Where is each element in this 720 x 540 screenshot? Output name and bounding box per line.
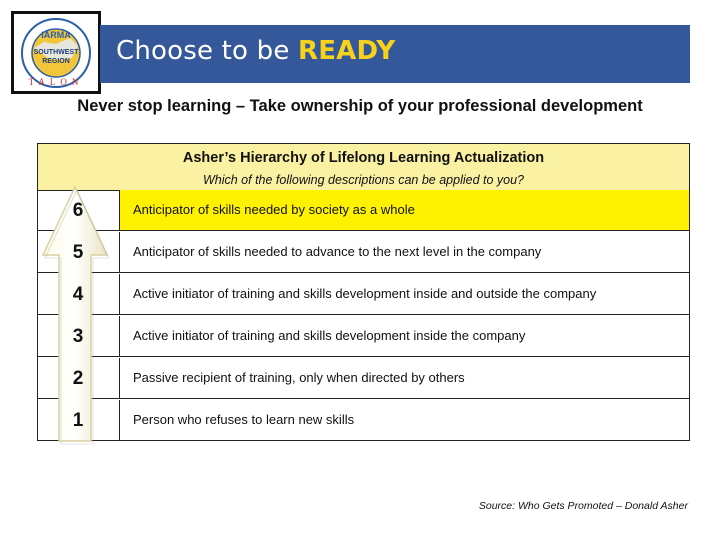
row-description: Anticipator of skills needed by society as a whole — [133, 202, 415, 217]
description-cell — [120, 400, 689, 441]
row-description: Passive recipient of training, only when directed by others — [133, 370, 465, 385]
logo-ring-text: TALON — [28, 77, 84, 87]
row-description: Person who refuses to learn new skills — [133, 412, 355, 427]
logo-line1: SOUTHWEST — [33, 49, 79, 56]
description-cell — [120, 190, 689, 230]
row-level: 5 — [72, 242, 84, 263]
title-prefix: Choose to be — [116, 36, 298, 66]
table-header — [38, 144, 689, 191]
talon-logo-icon — [14, 14, 98, 91]
description-cell — [120, 274, 689, 314]
row-level: 2 — [72, 368, 84, 389]
logo-top-text: IARMA — [41, 30, 71, 40]
hierarchy-table — [37, 143, 690, 441]
table-row — [38, 316, 689, 357]
row-description: Active initiator of training and skills development inside and outside the company — [133, 286, 597, 301]
subtitle: Never stop learning – Take ownership of your professional development — [77, 97, 643, 115]
table-title: Asher’s Hierarchy of Lifelong Learning Actualization — [182, 150, 545, 166]
table-subtitle: Which of the following descriptions can be applied to you? — [202, 173, 525, 187]
description-cell — [120, 316, 689, 356]
logo — [11, 11, 101, 94]
row-level: 3 — [72, 326, 84, 347]
table-row — [38, 274, 689, 315]
row-level: 6 — [72, 200, 84, 221]
description-cell — [120, 358, 689, 398]
table-row — [38, 358, 689, 399]
row-description: Active initiator of training and skills development inside the company — [133, 328, 526, 343]
table-row — [38, 400, 689, 441]
logo-line2: REGION — [42, 58, 70, 65]
up-arrow-icon — [39, 185, 111, 447]
title-emphasis: READY — [298, 36, 396, 66]
table-row — [38, 190, 689, 231]
source-citation: Source: Who Gets Promoted – Donald Asher — [478, 500, 688, 512]
row-level: 4 — [72, 284, 84, 305]
table-row — [38, 232, 689, 273]
row-description: Anticipator of skills needed to advance to the next level in the company — [133, 244, 542, 259]
page-title — [116, 36, 395, 66]
description-cell — [120, 232, 689, 272]
row-level: 1 — [72, 410, 84, 431]
